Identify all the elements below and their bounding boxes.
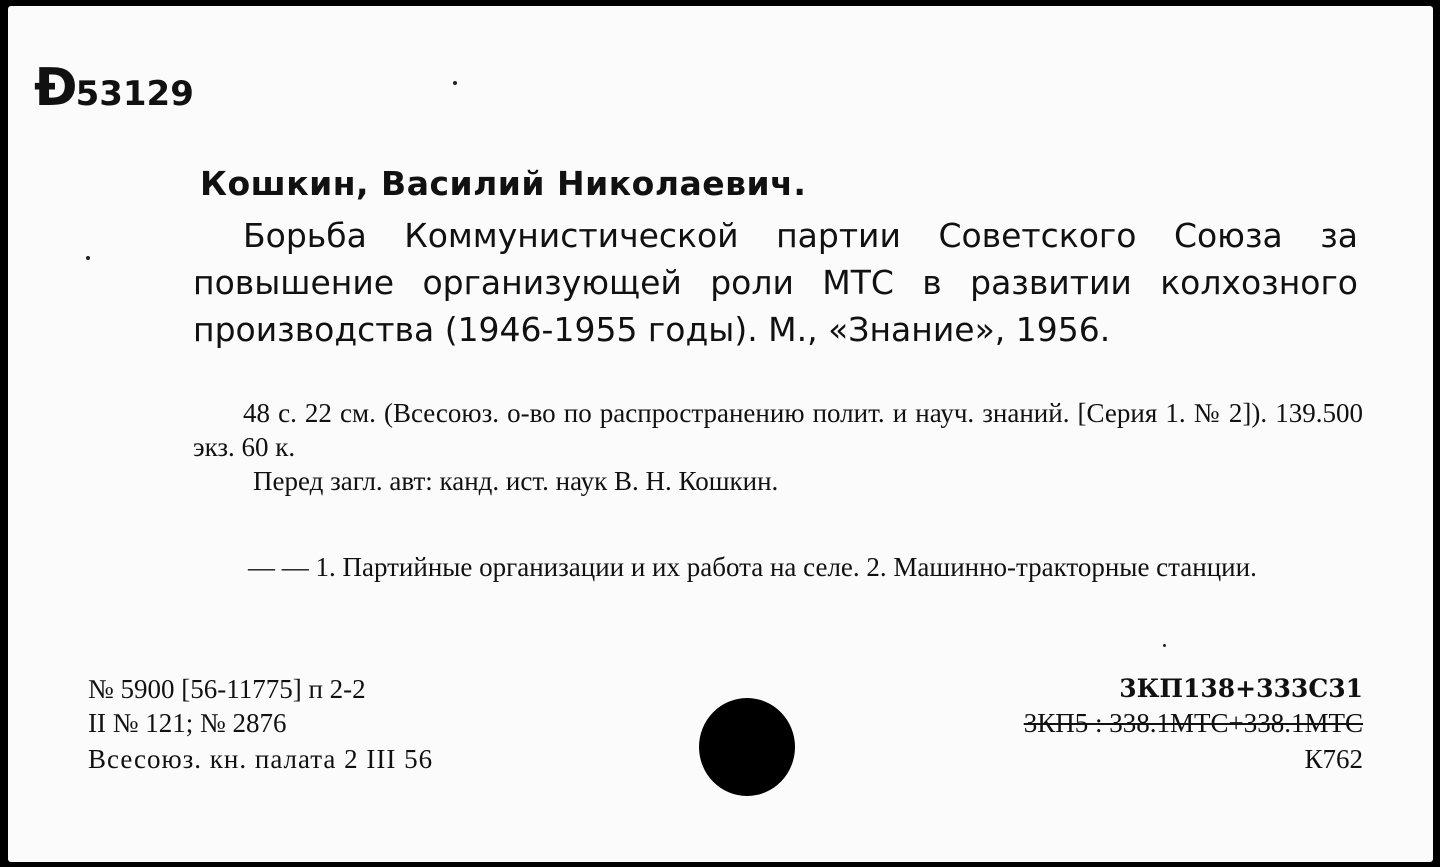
dust-speck bbox=[1163, 644, 1166, 647]
catalog-card bbox=[8, 6, 1433, 862]
punch-hole bbox=[699, 698, 795, 796]
chamber-stamp: Всесоюз. кн. палата 2 III 56 bbox=[88, 744, 434, 774]
collation: 48 с. 22 см. (Всесоюз. о-во по распространению полит. и науч. знаний. [Серия 1. № 2]). 139.500 экз. 60 к. bbox=[193, 398, 1363, 462]
author-heading: Кошкин, Василий Николаевич. bbox=[200, 164, 807, 203]
dust-speck bbox=[86, 256, 90, 260]
book-title: Борьба Коммунистической партии Советского Союза за повышение организующей роли МТС в развитии колхозного производства (1946-1955 годы). М., «Знание», 1956. bbox=[193, 216, 1358, 349]
author-note: Перед загл. авт: канд. ист. наук В. Н. Кошкин. bbox=[253, 466, 779, 496]
registration-series: II № 121; № 2876 bbox=[88, 708, 287, 738]
author-mark: К762 bbox=[1304, 744, 1363, 774]
classification-code: 3КП138+333С31 bbox=[1119, 674, 1363, 703]
stamp-number bbox=[34, 58, 194, 118]
dust-speck bbox=[453, 81, 457, 85]
struck-classification: 3КП5 : 338.1МТС+338.1МТС bbox=[1023, 708, 1363, 738]
registration-number: № 5900 [56-11775] п 2-2 bbox=[88, 674, 366, 704]
subject-headings: — — 1. Партийные организации и их работа на селе. 2. Машинно-тракторные станции. bbox=[248, 552, 1257, 582]
stamp-mark-icon: Ð bbox=[34, 58, 76, 118]
stamp-number-text: 53129 bbox=[75, 74, 194, 114]
